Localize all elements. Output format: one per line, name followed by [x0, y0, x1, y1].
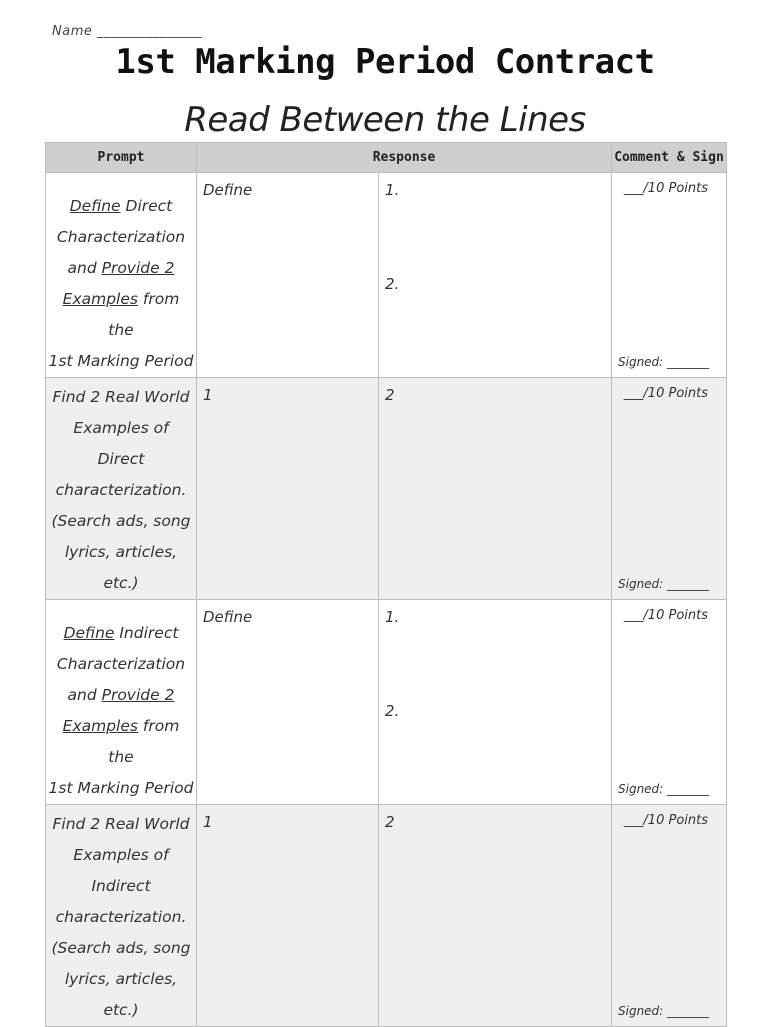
- column-header-comment: Comment & Sign: [612, 143, 727, 173]
- comment-sign-cell[interactable]: [612, 378, 727, 600]
- prompt-fragment: Examples of Direct: [73, 419, 169, 468]
- prompt-fragment: from the: [108, 717, 180, 766]
- comment-sign-cell[interactable]: [612, 600, 727, 805]
- prompt-keyword: Examples: [62, 290, 138, 308]
- points-field: ___/10 Points: [623, 181, 708, 196]
- prompt-cell: [46, 378, 197, 600]
- response-item-number: 1: [203, 813, 213, 831]
- prompt-fragment: Direct: [120, 197, 173, 215]
- prompt-fragment: and: [67, 259, 102, 277]
- page-subtitle: Read Between the Lines: [184, 100, 586, 140]
- comment-sign-cell[interactable]: [612, 173, 727, 378]
- comment-sign-cell[interactable]: [612, 805, 727, 1027]
- prompt-text: [46, 805, 196, 1026]
- prompt-keyword: Provide 2: [101, 686, 175, 704]
- response-left-cell[interactable]: [197, 378, 379, 600]
- signature-field: Signed: _______: [618, 1004, 710, 1018]
- prompt-fragment: lyrics, articles, etc.): [64, 543, 178, 592]
- table-row: [46, 805, 727, 1027]
- response-left-label: Define: [203, 181, 253, 199]
- response-right-cell[interactable]: [379, 173, 612, 378]
- response-item-number: 1: [203, 386, 213, 404]
- signature-field: Signed: _______: [618, 355, 710, 369]
- response-item-number: 2: [385, 386, 395, 404]
- response-left-cell[interactable]: [197, 173, 379, 378]
- prompt-cell: [46, 173, 197, 378]
- name-field-label: Name _______________: [52, 24, 202, 39]
- column-header-prompt: Prompt: [46, 143, 197, 173]
- prompt-fragment: Find 2 Real World: [52, 815, 190, 833]
- table-row: [46, 600, 727, 805]
- prompt-cell: [46, 600, 197, 805]
- response-right-cell[interactable]: [379, 600, 612, 805]
- prompt-fragment: Characterization: [56, 228, 186, 246]
- points-field: ___/10 Points: [623, 608, 708, 623]
- response-item-number: 2: [385, 813, 395, 831]
- prompt-fragment: lyrics, articles, etc.): [64, 970, 178, 1019]
- signature-field: Signed: _______: [618, 782, 710, 796]
- prompt-fragment: Characterization: [56, 655, 186, 673]
- response-left-label: Define: [203, 608, 253, 626]
- prompt-fragment: 1st Marking Period: [48, 352, 194, 370]
- signature-field: Signed: _______: [618, 577, 710, 591]
- prompt-fragment: (Search ads, song: [51, 512, 191, 530]
- points-field: ___/10 Points: [623, 386, 708, 401]
- prompt-keyword: Examples: [62, 717, 138, 735]
- prompt-fragment: (Search ads, song: [51, 939, 191, 957]
- prompt-keyword: Provide 2: [101, 259, 175, 277]
- response-item-number: 2.: [385, 702, 400, 720]
- prompt-fragment: Find 2 Real World: [52, 388, 190, 406]
- prompt-keyword: Define: [69, 197, 121, 215]
- prompt-text: [46, 600, 196, 804]
- response-item-number: 2.: [385, 275, 400, 293]
- prompt-cell: [46, 805, 197, 1027]
- page-title: 1st Marking Period Contract: [115, 42, 655, 82]
- prompt-fragment: Indirect: [114, 624, 179, 642]
- response-right-cell[interactable]: [379, 805, 612, 1027]
- prompt-text: [46, 378, 196, 599]
- response-left-cell[interactable]: [197, 600, 379, 805]
- contract-table: [45, 142, 727, 1027]
- table-row: [46, 173, 727, 378]
- column-header-response: Response: [197, 143, 612, 173]
- response-item-number: 1.: [385, 181, 400, 199]
- prompt-fragment: Examples of Indirect: [73, 846, 169, 895]
- points-field: ___/10 Points: [623, 813, 708, 828]
- table-header-row: [46, 143, 727, 173]
- prompt-fragment: characterization.: [55, 481, 187, 499]
- prompt-text: [46, 173, 196, 377]
- prompt-fragment: 1st Marking Period: [48, 779, 194, 797]
- prompt-fragment: and: [67, 686, 102, 704]
- response-right-cell[interactable]: [379, 378, 612, 600]
- response-item-number: 1.: [385, 608, 400, 626]
- prompt-fragment: from the: [108, 290, 180, 339]
- prompt-fragment: characterization.: [55, 908, 187, 926]
- response-left-cell[interactable]: [197, 805, 379, 1027]
- table-row: [46, 378, 727, 600]
- prompt-keyword: Define: [63, 624, 115, 642]
